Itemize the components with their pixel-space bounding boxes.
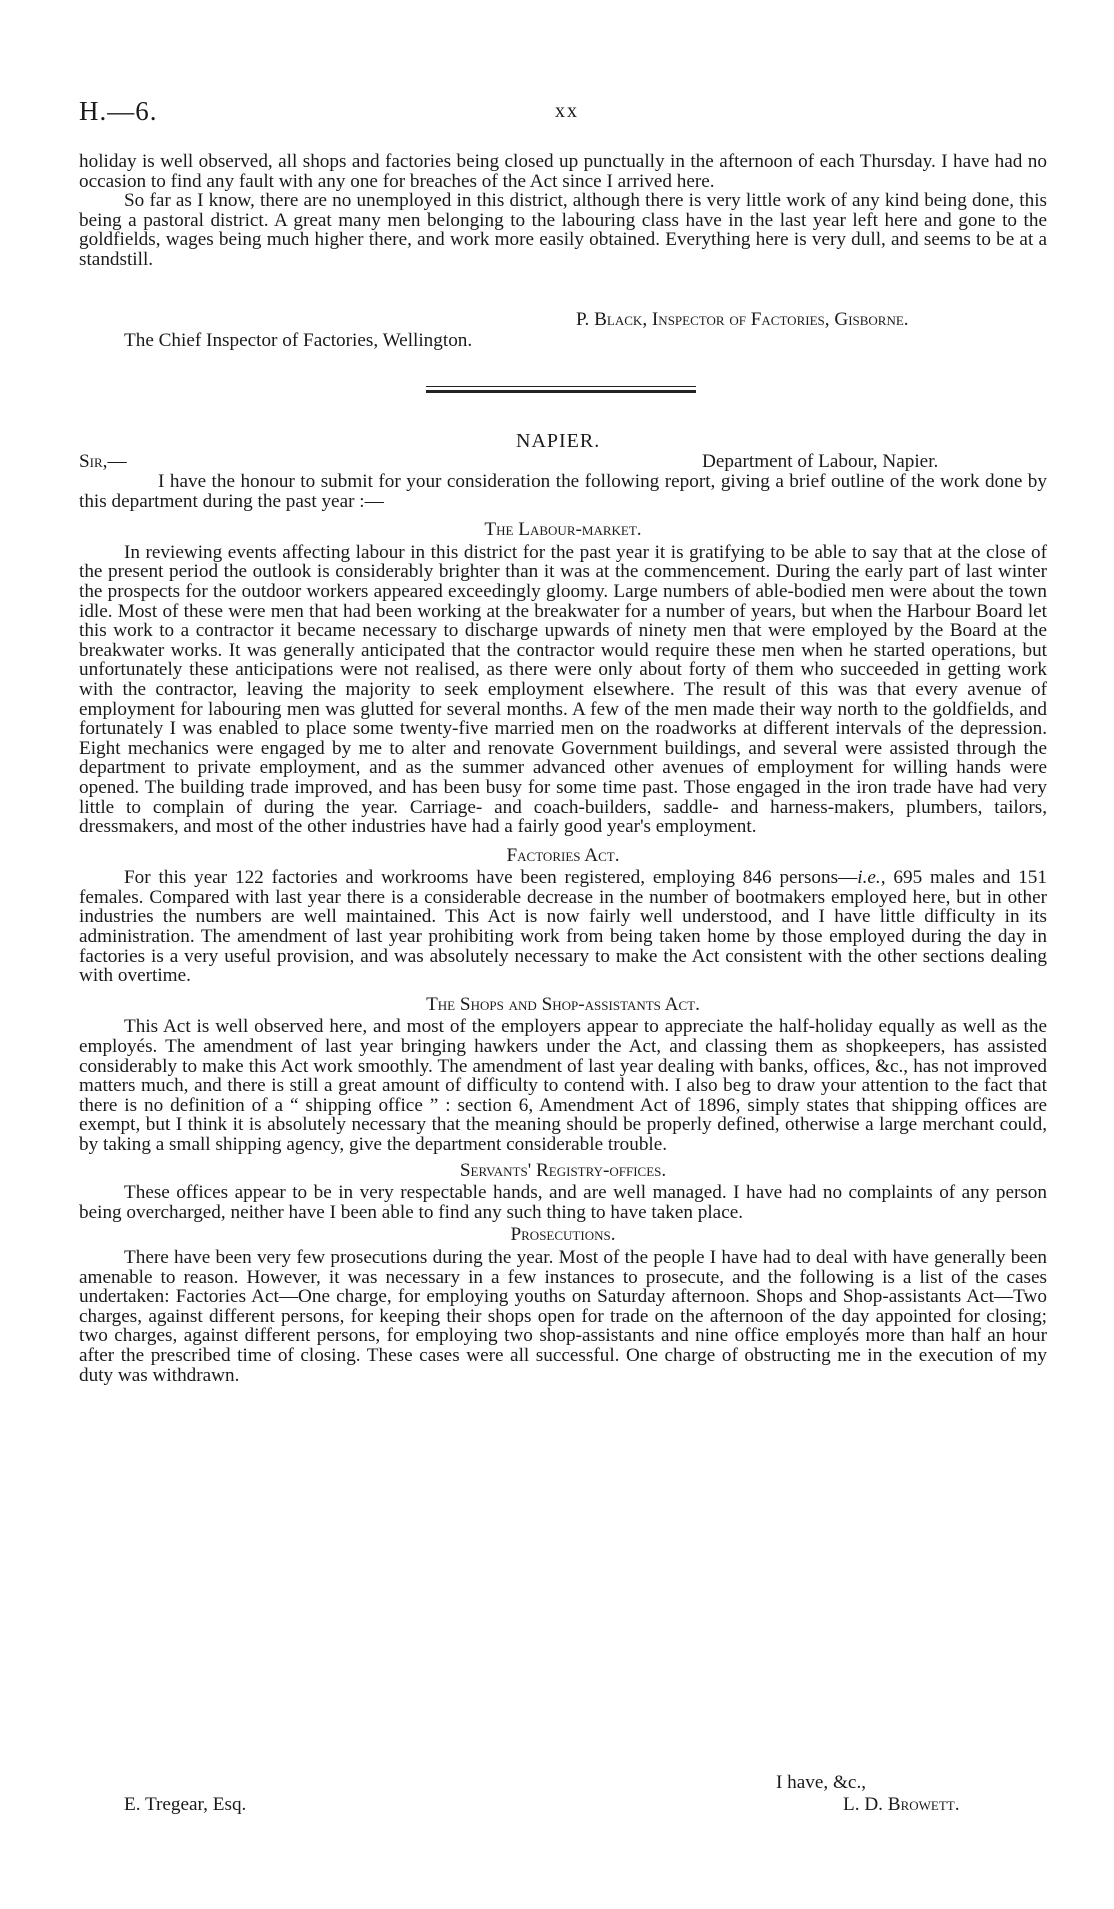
heading-shops-act: The Shops and Shop-assistants Act. [426,993,700,1015]
gisborne-report-continuation [79,152,1047,270]
factories-text-b: 695 males and 151 females. Compared with last year there is a considerable decrease in the number of bootmakers employed here, but in other industries the numbers are well maintained. This Act is now fairly well understood, and I have little difficulty in its administration. The amendment of last year prohibiting work from being taken home by those employed during the day in factories is a very useful provision, and was absolutely necessary to make the Act consistent with the other sections dealing with overtime. [79,867,1047,987]
heading-prosecutions: Prosecutions. [510,1224,616,1246]
continuation-paragraph-1: holiday is well observed, all shops and factories being closed up punctually in the afternoon of each Thursday. I have had no occasion to find any fault with any one for breaches of the Act since I arrived here. [79,151,1047,192]
heading-registry-offices: Servants' Registry-offices. [459,1159,667,1181]
napier-report-body [79,472,1047,1385]
salutation: Sir,— [79,451,127,472]
napier-title: NAPIER. [516,430,601,452]
gisborne-signature: P. Black, Inspector of Factories, Gisborne. [576,309,909,330]
intro-paragraph: I have the honour to submit for your consideration the following report, giving a brief outline of the work done by this department during the past year :— [79,471,1047,512]
continuation-paragraph-2: So far as I know, there are no unemployed in this district, although there is very little work of any kind being done, this being a pastoral district. A great many men belonging to the labouring class have in the last year left here and gone to the goldfields, wages being much higher there, and work more easily obtained. Everything here is very dull, and seems to be at a standstill. [79,190,1047,270]
factories-act-paragraph [79,868,1047,986]
signatory: L. D. Browett. [843,1794,960,1815]
labour-market-paragraph: In reviewing events affecting labour in this district for the past year it is gratifying to be able to say that at the close of the present period the outlook is considerably brighter than it was at the commencement. During the early part of last winter the prospects for the outdoor workers appeared exceedingly gloomy. Large numbers of able-bodied men were about the town idle. Most of these were men that had been working at the breakwater for a number of years, but when the Harbour Board let this work to a contractor it became necessary to discharge upwards of ninety men that were employed by the Board at the breakwater works. It was generally anticipated that the contractor would require these men when he started operations, but unfortunately these anticipations were not realised, as there were only about forty of them who succeeded in getting work with the contractor, leaving the majority to seek employment elsewhere. The result of this was that every avenue of employment for labouring men was glutted for several months. A few of the men made their way north to the goldfields, and fortunately I was enabled to place some twenty-five married men on the roadworks at different intervals of the depression. Eight mechanics were engaged by me to alter and renovate Government buildings, and several were assisted through the department to private employment, and as the summer advanced other avenues of employment for willing hands were opened. The building trade improved, and has been busy for some time past. Those engaged in the iron trade have had very little to complain of during the year. Carriage- and coach-builders, saddle- and harness-makers, plumbers, tailors, dressmakers, and most of the other industries have had a fairly good year's employment. [79,541,1047,838]
heading-labour-market: The Labour-market. [484,519,642,541]
factories-ie: i.e., [857,867,886,889]
section-divider [426,386,696,393]
department-address: Department of Labour, Napier. [702,451,939,472]
page-reference: H.—6. [79,96,158,126]
gisborne-addressee: The Chief Inspector of Factories, Wellington. [124,330,473,351]
registry-offices-paragraph: These offices appear to be in very respectable hands, and are well managed. I have had no complaints of any person being overcharged, neither have I been able to find any such thing to have taken place. [79,1182,1047,1223]
heading-factories-act: Factories Act. [506,844,620,866]
closing: I have, &c., [776,1772,867,1793]
factories-text-a: For this year 122 factories and workrooms have been registered, employing 846 persons— [124,867,858,889]
recipient: E. Tregear, Esq. [124,1794,247,1815]
shops-act-paragraph: This Act is well observed here, and most of the employers appear to appreciate the half-holiday equally as well as the employés. The amendment of last year bringing hawkers under the Act, and classing them as shopkeepers, has assisted considerably to make this Act work smoothly. The amendment of last year dealing with banks, offices, &c., has not improved matters much, and there is still a great amount of difficulty to contend with. I also beg to draw your attention to the fact that there is no definition of a “ shipping office ” : section 6, Amendment Act of 1896, simply states that shipping offices are exempt, but I think it is absolutely necessary that the meaning should be properly defined, otherwise a large merchant could, by taking a small shipping agency, give the department considerable trouble. [79,1016,1047,1155]
prosecutions-paragraph: There have been very few prosecutions during the year. Most of the people I have had to deal with have generally been amenable to reason. However, it was necessary in a few instances to prosecute, and the following is a list of the cases undertaken: Factories Act—One charge, for employing youths on Saturday afternoon. Shops and Shop-assistants Act—Two charges, against different persons, for keeping their shops open for trade on the afternoon of the day appointed for closing; two charges, against different persons, for employing two shop-assistants and nine office employés more than half an hour after the prescribed time of closing. These cases were all successful. One charge of obstructing me in the execution of my duty was withdrawn. [79,1246,1047,1386]
page-number: xx [555,100,579,122]
